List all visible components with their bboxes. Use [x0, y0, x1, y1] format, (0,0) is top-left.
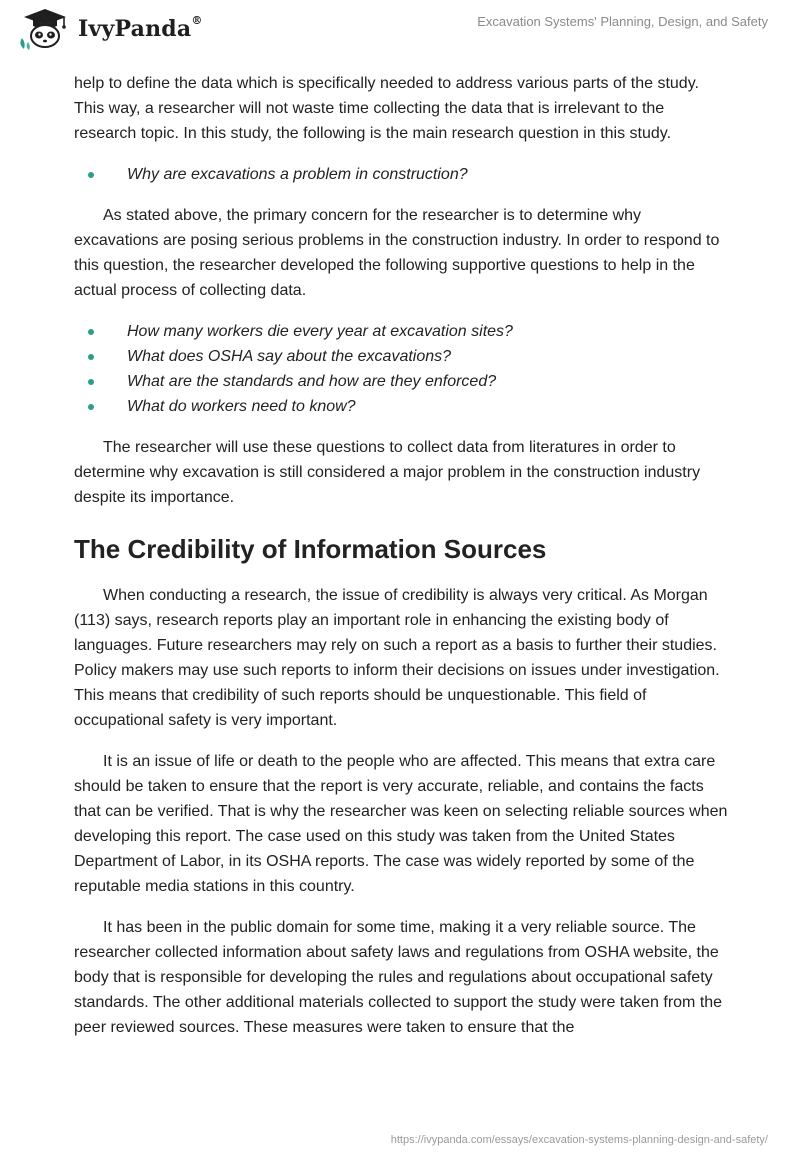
- list-item-text: What are the standards and how are they enforced?: [127, 373, 497, 390]
- supportive-questions-list: [74, 319, 728, 419]
- section-heading: The Credibility of Information Sources: [74, 534, 547, 564]
- list-item-text: Why are excavations a problem in construction?: [127, 166, 468, 183]
- bullet-dot-icon: [88, 329, 94, 335]
- main-question-list: [74, 162, 728, 187]
- bullet-dot-icon: [88, 354, 94, 360]
- bullet-dot-icon: [88, 379, 94, 385]
- list-item: [74, 319, 728, 344]
- document-title: Excavation Systems' Planning, Design, and Safety: [477, 14, 768, 29]
- paragraph-credibility-2: It is an issue of life or death to the people who are affected. This means that extra care should be taken to ensure that the report is very accurate, reliable, and contains the facts that can be verified. That is why the researcher was keen on selecting reliable sources when developing this report. The case used on this study was taken from the United States Department of Labor, in its OSHA reports. The case was widely reported by some of the reputable media stations in this country.: [74, 753, 728, 895]
- bullet-dot-icon: [88, 172, 94, 178]
- list-item: [74, 394, 728, 419]
- paragraph-supportive: As stated above, the primary concern for the researcher is to determine why excavations are posing serious problems in the construction industry. In order to respond to this question, the researcher developed the following supportive questions to help in the actual process of collecting data.: [74, 207, 720, 299]
- ivypanda-logo[interactable]: [16, 8, 203, 50]
- panda-graduation-cap-icon: [16, 8, 74, 50]
- list-item: [74, 162, 728, 187]
- essay-body: [74, 71, 728, 1056]
- paragraph-use: The researcher will use these questions to collect data from literatures in order to determine why excavation is still considered a major problem in the construction industry despite its importance.: [74, 439, 701, 506]
- paragraph-credibility-3: It has been in the public domain for some time, making it a very reliable source. The researcher collected information about safety laws and regulations from OSHA website, the body that is responsible for developing the rules and regulations about occupational safety standards. The other additional materials collected to support the study were taken from the peer reviewed sources. These measures were taken to ensure that the: [74, 919, 723, 1036]
- source-url[interactable]: https://ivypanda.com/essays/excavation-systems-planning-design-and-safety/: [390, 1134, 768, 1146]
- brand-name: IvyPanda®: [78, 14, 203, 42]
- list-item: [74, 344, 728, 369]
- list-item-text: What do workers need to know?: [127, 398, 356, 415]
- bullet-dot-icon: [88, 404, 94, 410]
- list-item-text: How many workers die every year at excavation sites?: [127, 323, 513, 340]
- paragraph-credibility-1: When conducting a research, the issue of credibility is always very critical. As Morgan (113) says, research reports play an important role in enhancing the existing body of languages. Future researchers may rely on such a report as a basis to further their studies. Policy makers may use such reports to inform their decisions on issues under investigation. This means that credibility of such reports should be unquestionable. This field of occupational safety is very important.: [74, 587, 720, 729]
- registered-mark: ®: [191, 14, 203, 27]
- paragraph-intro: help to define the data which is specifically needed to address various parts of the study. This way, a researcher will not waste time collecting the data that is irrelevant to the research topic. In this study, the following is the main research question in this study.: [74, 75, 699, 142]
- list-item-text: What does OSHA say about the excavations?: [127, 348, 452, 365]
- list-item: [74, 369, 728, 394]
- page-header: [0, 0, 800, 70]
